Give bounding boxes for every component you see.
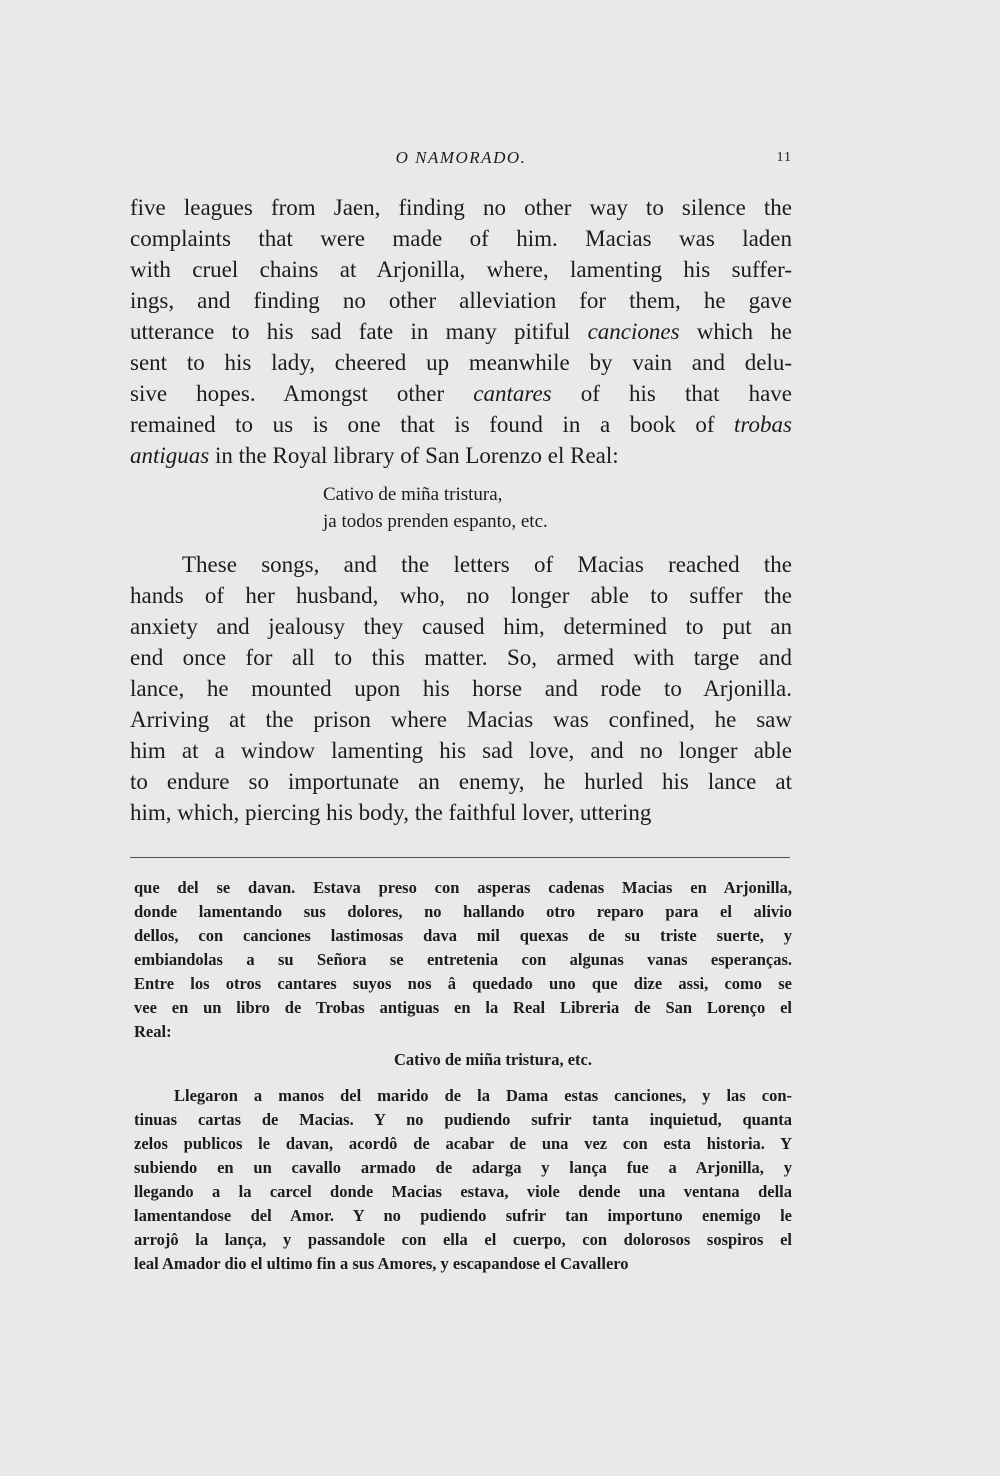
text-line: complaints that were made of him. Macias was laden	[130, 226, 792, 251]
text-line: These songs, and the letters of Macias reached the	[182, 552, 792, 577]
italic-term: trobas	[734, 412, 792, 437]
text-line: Llegaron a manos del marido de la Dama estas canciones, y las con-	[174, 1086, 792, 1105]
footnote-paragraph-2	[134, 1084, 792, 1276]
text-line: with cruel chains at Arjonilla, where, lamenting his suffer-	[130, 257, 792, 282]
text-line: donde lamentando sus dolores, no hallando otro reparo para el alivio	[134, 902, 792, 921]
text-line: dellos, con canciones lastimosas dava mil quexas de su triste suerte, y	[134, 926, 792, 945]
text-line: ings, and finding no other alleviation for them, he gave	[130, 288, 792, 313]
text-line: end once for all to this matter. So, armed with targe and	[130, 645, 792, 670]
text-line: lamentandose del Amor. Y no pudiendo sufrir tan importuno enemigo le	[134, 1206, 792, 1225]
text-line: sent to his lady, cheered up meanwhile by vain and delu-	[130, 350, 792, 375]
text-line: him, which, piercing his body, the faithful lover, uttering	[130, 800, 652, 825]
page-header	[130, 148, 792, 172]
text-line: Real:	[134, 1022, 172, 1041]
text-line: llegando a la carcel donde Macias estava, viole dende una ventana della	[134, 1182, 792, 1201]
italic-term: antiguas	[130, 443, 210, 468]
text-line	[130, 378, 792, 409]
running-title: O NAMORADO.	[395, 148, 527, 167]
text-segment: utterance to his sad fate in many pitiful	[130, 319, 588, 344]
text-segment: of his that have	[551, 381, 792, 406]
text-line	[130, 316, 792, 347]
verse-line: ja todos prenden espanto, etc.	[323, 511, 548, 532]
text-line: five leagues from Jaen, finding no other way to silence the	[130, 195, 792, 220]
text-line: que del se davan. Estava preso con asperas cadenas Macias en Arjonilla,	[134, 878, 792, 897]
italic-term: cantares	[473, 381, 552, 406]
text-line: him at a window lamenting his sad love, and no longer able	[130, 738, 792, 763]
page-number: 11	[776, 150, 792, 165]
italic-term: canciones	[587, 319, 680, 344]
verse-line: Cativo de miña tristura,	[323, 484, 503, 505]
text-segment: remained to us is one that is found in a book of	[130, 412, 735, 437]
text-line: zelos publicos le davan, acordô de acabar de una vez con esta historia. Y	[134, 1134, 792, 1153]
text-line: Entre los otros cantares suyos nos â quedado uno que dize assi, como se	[134, 974, 792, 993]
text-line: arrojô la lança, y passandole con ella el cuerpo, con dolorosos sospiros el	[134, 1230, 792, 1249]
paragraph-2	[130, 549, 792, 828]
text-line: vee en un libro de Trobas antiguas en la Real Libreria de San Lorenço el	[134, 998, 792, 1017]
footnote-rule	[130, 857, 790, 858]
text-line: subiendo en un cavallo armado de adarga y lança fue a Arjonilla, y	[134, 1158, 792, 1177]
text-line: lance, he mounted upon his horse and rode to Arjonilla.	[130, 676, 792, 701]
text-segment: sive hopes. Amongst other	[130, 381, 474, 406]
text-line	[130, 409, 792, 440]
footnotes	[134, 876, 792, 1276]
text-line: leal Amador dio el ultimo fin a sus Amores, y escapandose el Cavallero	[134, 1254, 629, 1273]
text-segment: which he	[679, 319, 793, 344]
text-line: tinuas cartas de Macias. Y no pudiendo sufrir tanta inquietud, quanta	[134, 1110, 792, 1129]
text-line: hands of her husband, who, no longer able to suffer the	[130, 583, 792, 608]
footnote-verse-quotation: Cativo de miña tristura, etc.	[394, 1050, 592, 1069]
text-segment: in the Royal library of San Lorenzo el Real:	[209, 443, 619, 468]
verse-quotation	[323, 481, 792, 535]
paragraph-1	[130, 192, 792, 471]
text-line: embiandolas a su Señora se entretenia con algunas vanas esperanças.	[134, 950, 792, 969]
text-line	[130, 440, 792, 471]
text-line: to endure so importunate an enemy, he hurled his lance at	[130, 769, 792, 794]
body-text	[130, 192, 792, 828]
text-line: anxiety and jealousy they caused him, determined to put an	[130, 614, 792, 639]
footnote-paragraph-1	[134, 876, 792, 1044]
text-line: Arriving at the prison where Macias was confined, he saw	[130, 707, 792, 732]
